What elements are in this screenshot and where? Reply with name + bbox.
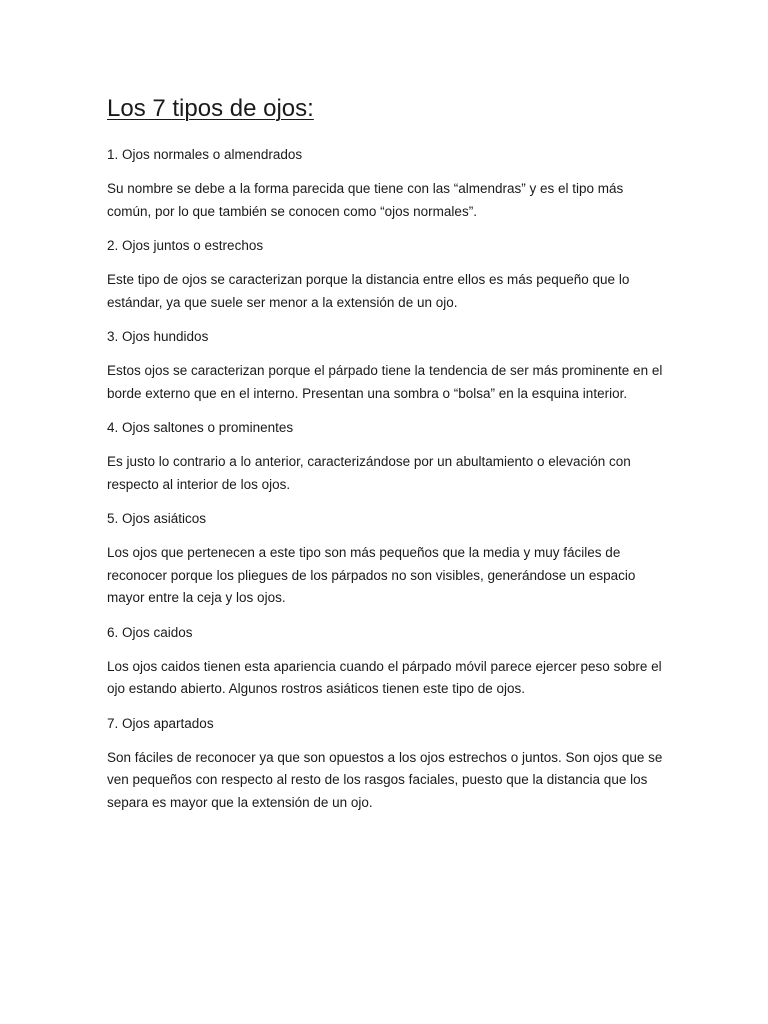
section-body: Su nombre se debe a la forma parecida que tiene con las “almendras” y es el tipo más común, por lo que también se conocen como “ojos normales”. [107, 181, 624, 219]
section-body: Los ojos que pertenecen a este tipo son más pequeños que la media y muy fáciles de reconocer porque los pliegues de los párpados no son visibles, generándose un espacio mayor entre la ceja y los ojos. [107, 545, 636, 605]
document-page [107, 92, 667, 827]
section-heading: 4. Ojos saltones o prominentes [107, 420, 294, 435]
section-juntos [107, 236, 667, 314]
section-heading: 5. Ojos asiáticos [107, 511, 207, 526]
section-heading: 1. Ojos normales o almendrados [107, 147, 303, 162]
section-normales [107, 145, 667, 223]
section-heading: 3. Ojos hundidos [107, 329, 209, 344]
section-caidos [107, 623, 667, 701]
section-apartados [107, 714, 667, 815]
sections-list [107, 145, 667, 814]
section-body: Este tipo de ojos se caracterizan porque la distancia entre ellos es más pequeño que lo estándar, ya que suele ser menor a la extensión de un ojo. [107, 272, 630, 310]
section-body: Es justo lo contrario a lo anterior, caracterizándose por un abultamiento o elevación con respecto al interior de los ojos. [107, 454, 631, 492]
section-body: Son fáciles de reconocer ya que son opuestos a los ojos estrechos o juntos. Son ojos que se ven pequeños con respecto al resto de los rasgos faciales, puesto que la distancia que los separa es mayor que la extensión de un ojo. [107, 749, 663, 810]
section-heading: 7. Ojos apartados [107, 715, 214, 731]
section-hundidos [107, 327, 667, 405]
document-title: Los 7 tipos de ojos: [107, 95, 314, 122]
section-body: Estos ojos se caracterizan porque el párpado tiene la tendencia de ser más prominente en el borde externo que en el interno. Presentan una sombra o “bolsa” en la esquina interior. [107, 363, 663, 401]
section-body: Los ojos caidos tienen esta apariencia cuando el párpado móvil parece ejercer peso sobre el ojo estando abierto. Algunos rostros asiáticos tienen este tipo de ojos. [107, 658, 662, 696]
section-heading: 6. Ojos caidos [107, 624, 193, 640]
section-heading: 2. Ojos juntos o estrechos [107, 238, 264, 253]
section-asiaticos [107, 509, 667, 610]
section-saltones [107, 418, 667, 496]
